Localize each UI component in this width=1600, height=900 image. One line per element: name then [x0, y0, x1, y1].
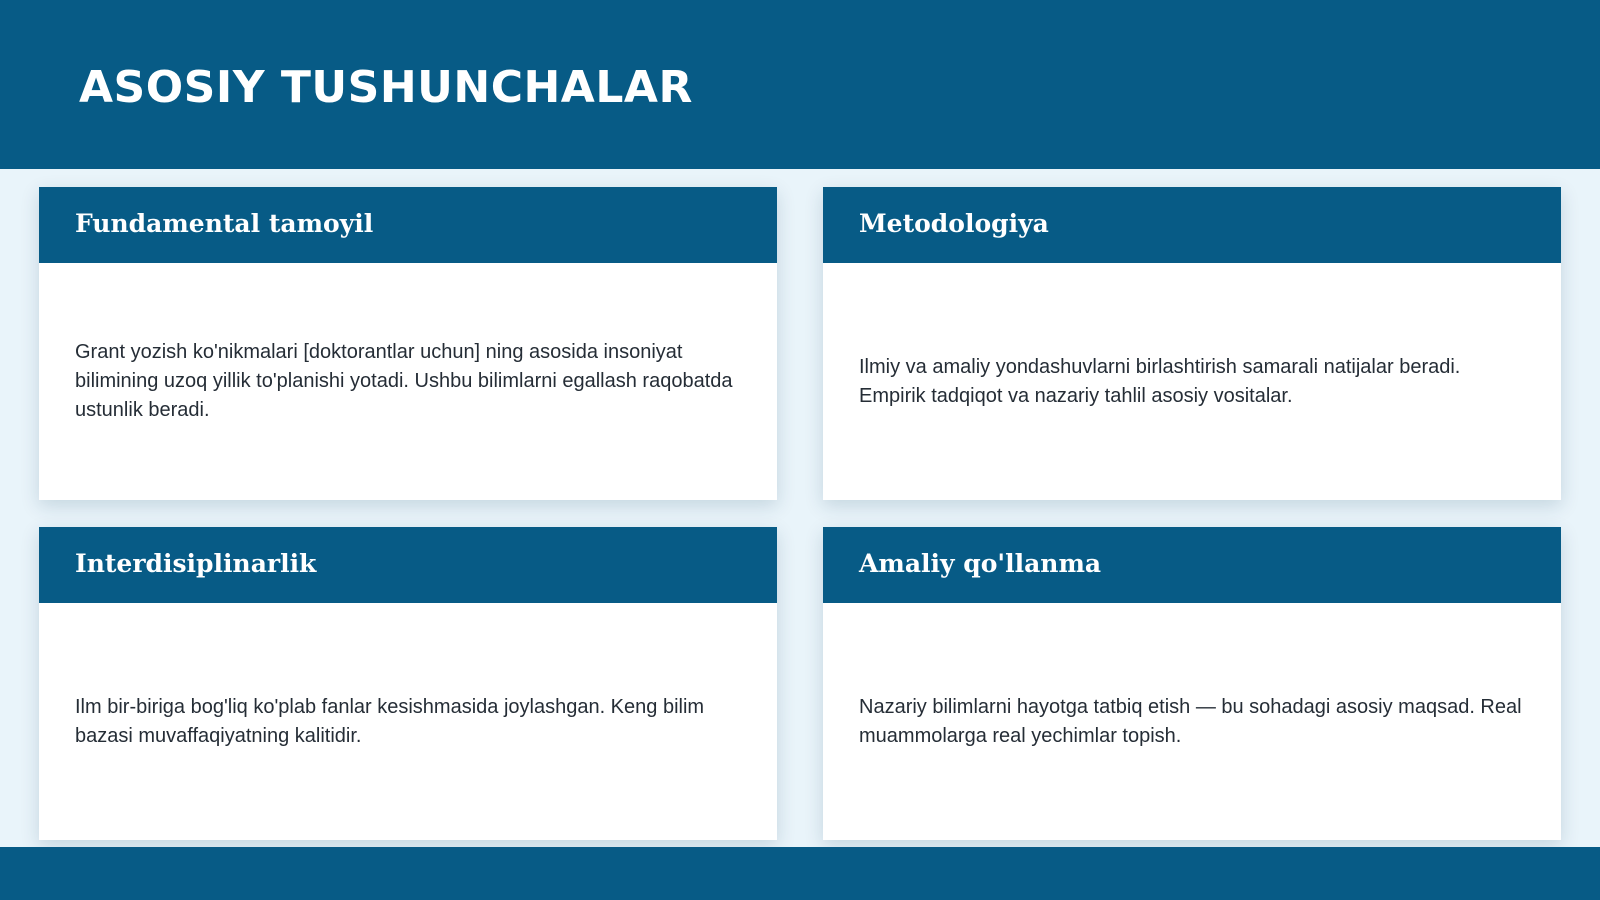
page-title: ASOSIY TUSHUNCHALAR — [79, 62, 693, 113]
concept-card-fundamental — [39, 187, 777, 500]
card-title: Fundamental tamoyil — [75, 209, 374, 238]
card-title: Amaliy qo'llanma — [859, 549, 1102, 578]
card-body — [39, 263, 777, 500]
card-body — [823, 603, 1561, 840]
card-title: Metodologiya — [859, 209, 1049, 238]
card-description: Ilmiy va amaliy yondashuvlarni birlashtirish samarali natijalar beradi. Empirik tadqiqot va nazariy tahlil asosiy vositalar. — [859, 355, 1461, 407]
card-header — [39, 527, 777, 603]
card-description: Ilm bir-biriga bog'liq ko'plab fanlar kesishmasida joylashgan. Keng bilim bazasi muvaffaqiyatning kalitidir. — [75, 695, 705, 747]
slide-header — [0, 0, 1600, 169]
card-header — [823, 527, 1561, 603]
slide-footer — [0, 847, 1600, 900]
concept-card-practical-guide — [823, 527, 1561, 840]
concept-card-methodology — [823, 187, 1561, 500]
card-body — [823, 263, 1561, 500]
card-header — [823, 187, 1561, 263]
concept-card-interdisciplinarity — [39, 527, 777, 840]
card-description: Nazariy bilimlarni hayotga tatbiq etish — bu sohadagi asosiy maqsad. Real muammolarga real yechimlar topish. — [859, 695, 1522, 747]
card-header — [39, 187, 777, 263]
card-title: Interdisiplinarlik — [75, 549, 317, 578]
card-description: Grant yozish ko'nikmalari [doktorantlar uchun] ning asosida insoniyat bilimining uzoq yillik to'planishi yotadi. Ushbu bilimlarni egallash raqobatda ustunlik beradi. — [75, 341, 733, 421]
card-body — [39, 603, 777, 840]
